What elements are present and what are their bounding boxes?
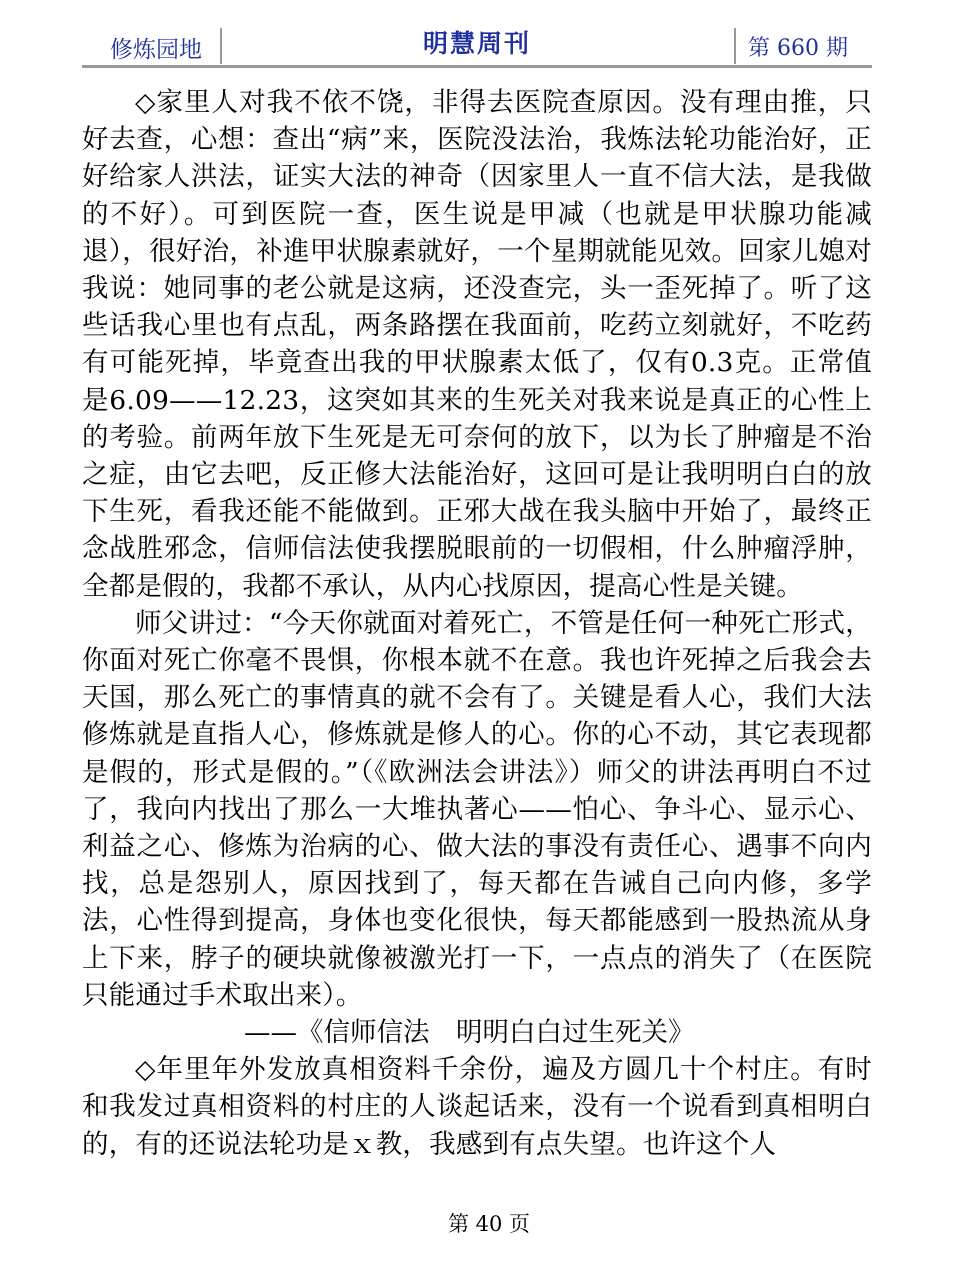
header-publication-cell (222, 28, 732, 64)
page-header (82, 28, 872, 68)
header-divider (82, 65, 872, 68)
header-issue-cell (734, 28, 872, 64)
page-number: 第 40 页 (447, 1212, 531, 1236)
paragraph-teaching-quote: 师父讲过：“今天你就面对着死亡，不管是任何一种死亡形式，你面对死亡你毫不畏惧，你根本就不在意。我也许死掉之后我会去天国，那么死亡的事情真的就不会有了。关键是看人心，我们大法修炼就是直指人心，修炼就是修人的心。你的心不动，其它表现都是假的，形式是假的。”（《欧洲法会讲法》）师父的讲法再明白不过了，我向内找出了那么一大堆执著心——怕心、争斗心、显示心、利益之心、修炼为治病的心、做大法的事没有责任心、遇事不向内找，总是怨别人，原因找到了，每天都在告诫自己向内修，多学法，心性得到提高，身体也变化很快，每天都能感到一股热流从身上下来，脖子的硬块就像被激光打一下，一点点的消失了（在医院只能通过手术取出来）。 (82, 607, 872, 1011)
paragraph-truth-materials: ◇年里年外发放真相资料千余份，遍及方圆几十个村庄。有时和我发过真相资料的村庄的人谈起话来，没有一个说看到真相明白的，有的还说法轮功是ｘ教，我感到有点失望。也许这个人 (82, 1054, 872, 1160)
header-section-title: 修炼园地 (110, 37, 202, 63)
publication-title: 明慧周刊 (422, 29, 531, 58)
paragraph-testimony: ◇家里人对我不依不饶，非得去医院查原因。没有理由推，只好去查，心想：查出“病”来，医院没法治，我炼法轮功能治好，正好给家人洪法，证实大法的神奇（因家里人一直不信大法，是我做的不好）。可到医院一查，医生说是甲减（也就是甲状腺功能减退），很好治，补進甲状腺素就好，一个星期就能见效。回家儿媳对我说：她同事的老公就是这病，还没查完，头一歪死掉了。听了这些话我心里也有点乱，两条路摆在我面前，吃药立刻就好，不吃药有可能死掉，毕竟查出我的甲状腺素太低了，仅有0.3克。正常值是6.09——12.23，这突如其来的生死关对我来说是真正的心性上的考验。前两年放下生死是无可奈何的放下，以为长了肿瘤是不治之症，由它去吧，反正修大法能治好，这回可是让我明明白白的放下生死，看我还能不能做到。正邪大战在我头脑中开始了，最终正念战胜邪念，信师信法使我摆脱眼前的一切假相，什么肿瘤浮肿，全都是假的，我都不承认，从内心找原因，提高心性是关键。 (82, 87, 872, 602)
article-body (82, 84, 872, 1163)
article-source-signature: ——《信师信法 明明白白过生死关》 (244, 1017, 695, 1049)
header-section-cell (82, 28, 222, 64)
issue-number: 第 660 期 (748, 36, 848, 61)
